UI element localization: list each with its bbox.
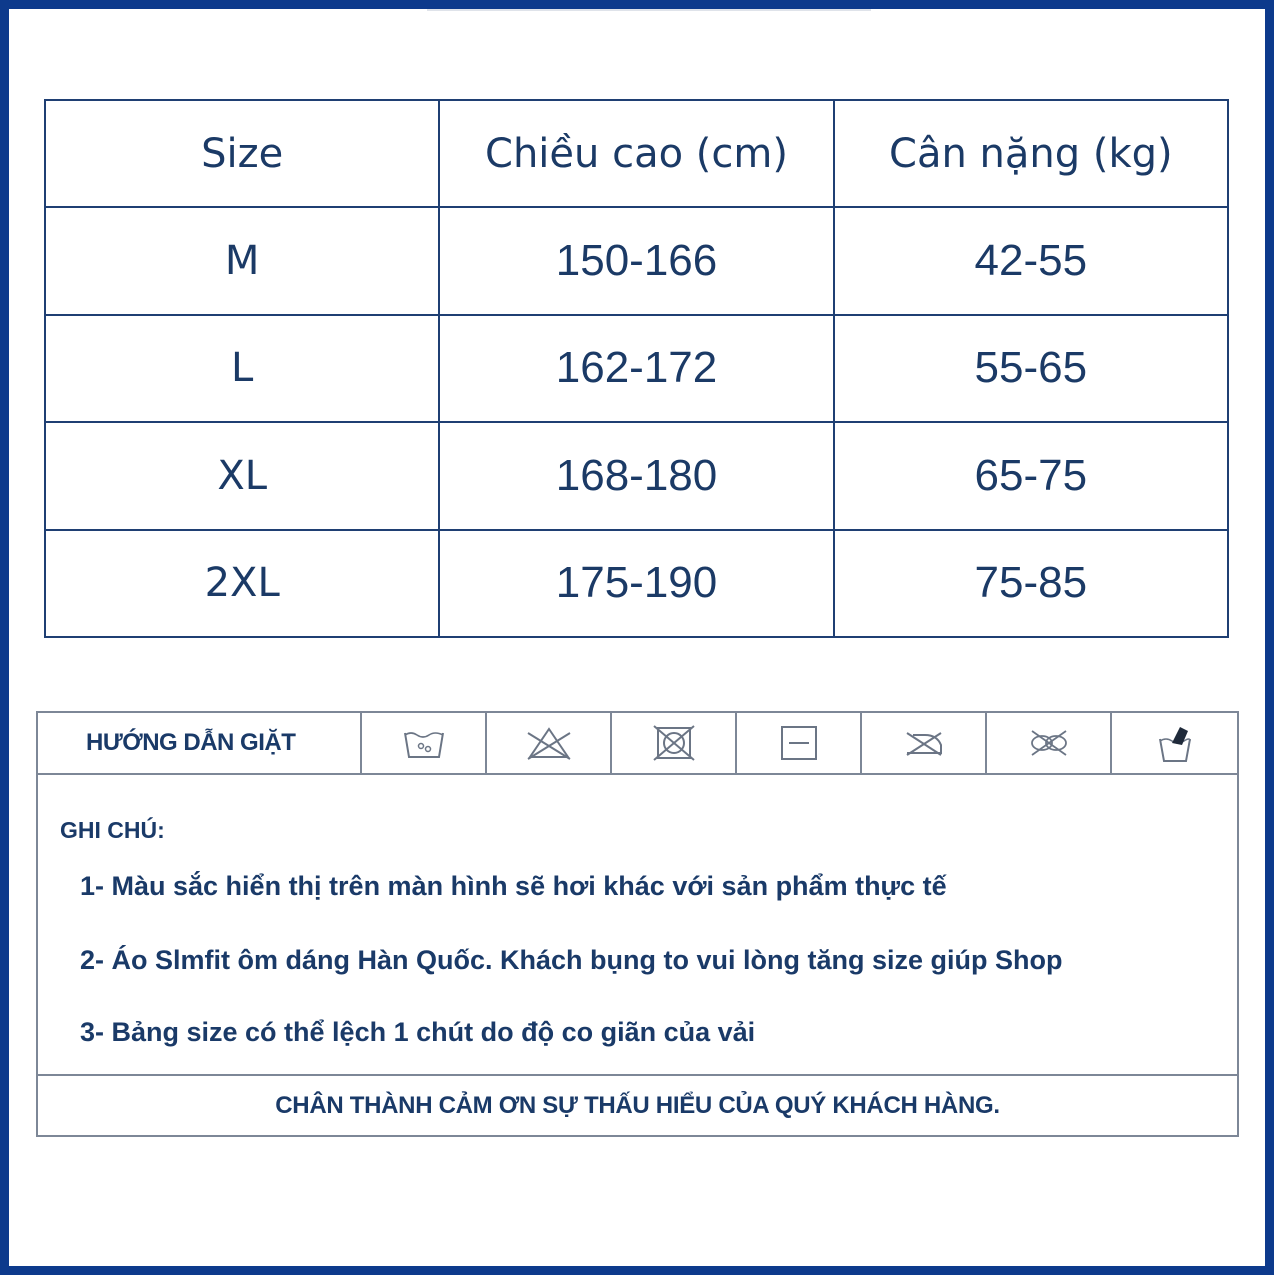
height-cell: 162-172 [439,315,833,422]
size-cell: M [45,207,439,314]
note-item: 3- Bảng size có thể lệch 1 chút do độ co giãn của vải [80,1017,756,1047]
height-cell: 175-190 [439,530,833,637]
no-tumble-dry-icon [649,723,699,763]
no-tumble-dry-cell [612,713,737,773]
header-weight: Cân nặng (kg) [834,100,1228,207]
notes-title: GHI CHÚ: [60,817,165,843]
table-row [45,315,1228,422]
note-item: 2- Áo Slmfit ôm dáng Hàn Quốc. Khách bụng to vui lòng tăng size giúp Shop [80,945,1063,975]
weight-cell: 55-65 [834,315,1228,422]
no-dry-clean-icon [1024,723,1074,763]
wash-basin-icon [399,723,449,763]
weight-cell: 42-55 [834,207,1228,314]
thanks-message: CHÂN THÀNH CẢM ƠN SỰ THẤU HIỂU CỦA QUÝ KHÁCH HÀNG. [38,1074,1237,1135]
weight-cell: 75-85 [834,530,1228,637]
header-height: Chiều cao (cm) [439,100,833,207]
size-cell: L [45,315,439,422]
size-table [44,99,1229,638]
weight-cell: 65-75 [834,422,1228,529]
no-bleach-cell [487,713,612,773]
hand-wash-cell [1112,713,1237,773]
wash-guide-box [36,711,1239,1137]
no-dry-clean-cell [987,713,1112,773]
table-row [45,207,1228,314]
hand-wash-icon [1150,723,1200,763]
header-size: Size [45,100,439,207]
table-row [45,422,1228,529]
wash-icon-cell [362,713,487,773]
note-item: 1- Màu sắc hiển thị trên màn hình sẽ hơi khác với sản phẩm thực tế [80,871,947,901]
table-row [45,530,1228,637]
line-dry-icon [774,723,824,763]
no-bleach-icon [524,723,574,763]
no-iron-icon [899,723,949,763]
wash-guide-title: HƯỚNG DẪN GIẶT [38,713,362,773]
height-cell: 150-166 [439,207,833,314]
line-dry-cell [737,713,862,773]
height-cell: 168-180 [439,422,833,529]
wash-icons-row [38,713,1237,775]
no-iron-cell [862,713,987,773]
size-cell: 2XL [45,530,439,637]
size-table-header-row [45,100,1228,207]
top-divider [427,9,871,11]
size-cell: XL [45,422,439,529]
